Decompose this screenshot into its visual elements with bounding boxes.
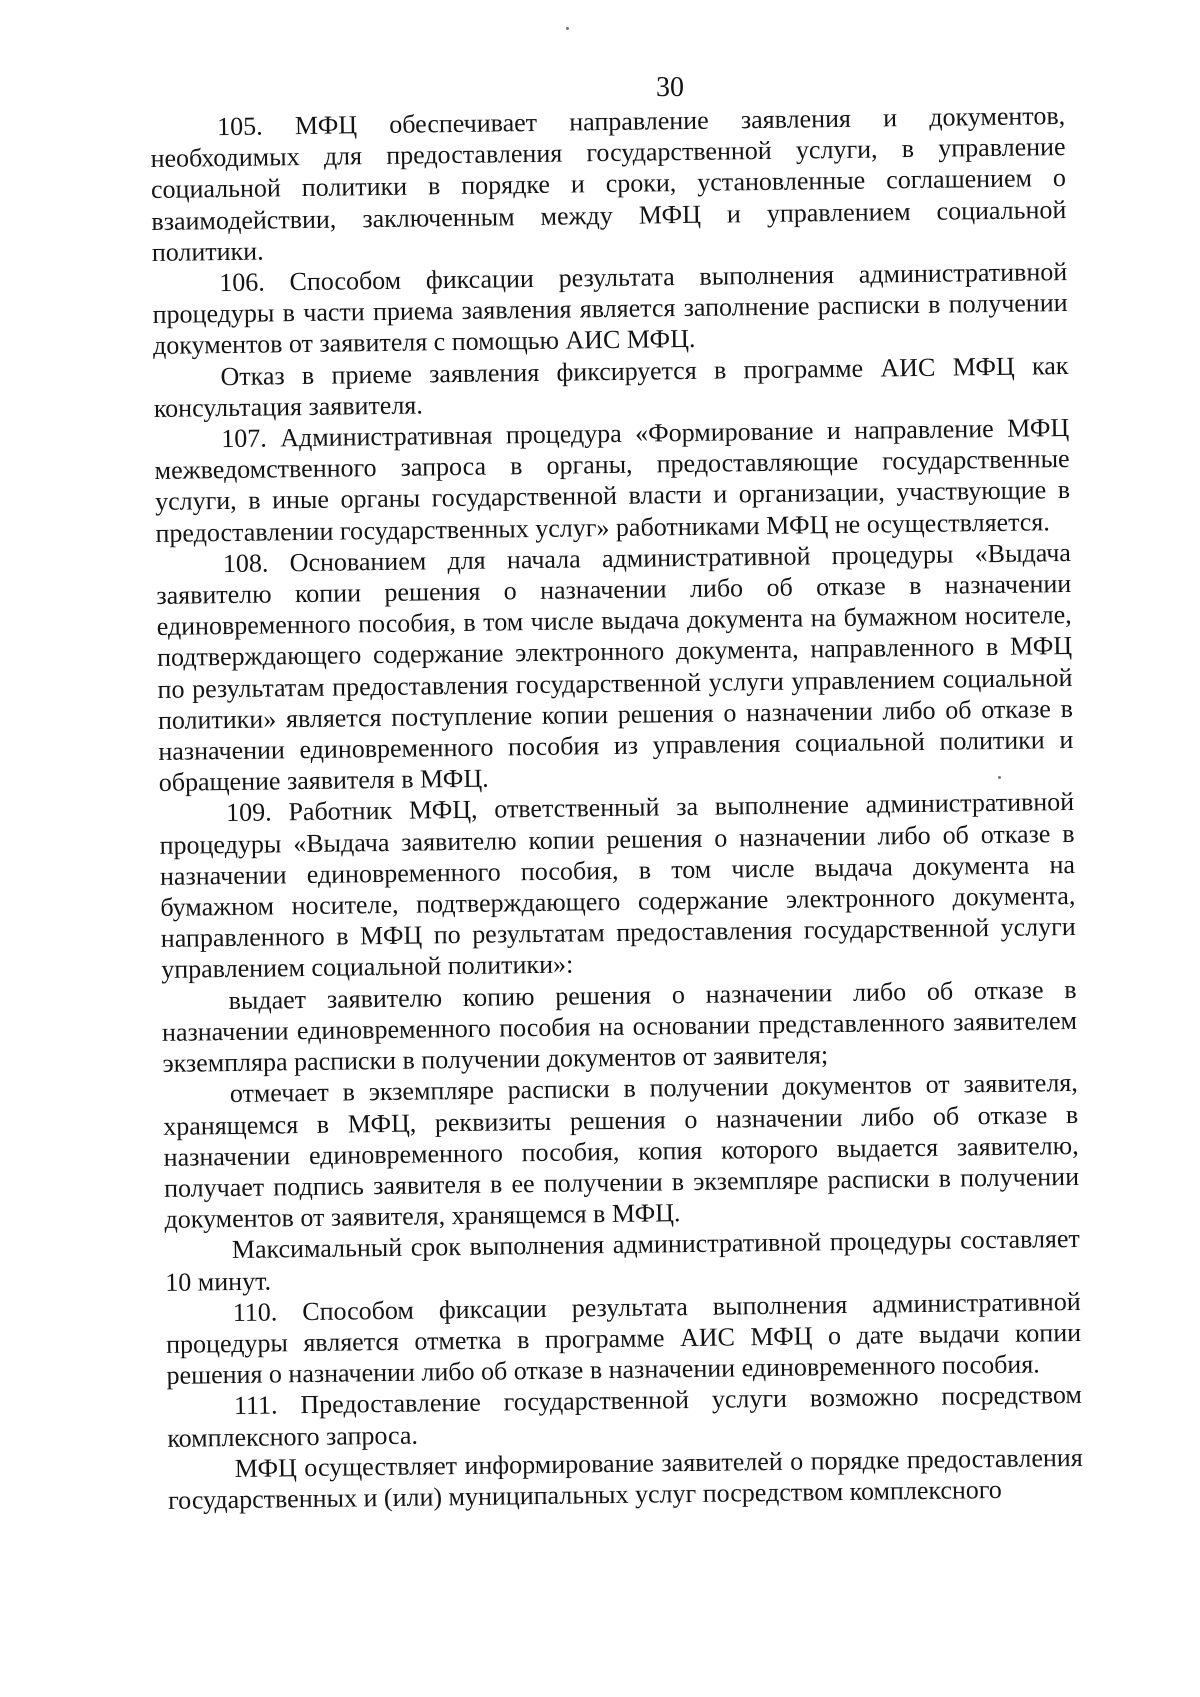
paragraph-108: 108. Основанием для начала административной процедуры «Выдача заявителю копии решения о назначении либо об отказе в назначении единовременного пособия, в том числе выдача документа на бумажном носителе, подтверждающего содержание электронного документа, направленного в МФЦ по результатам предоставления государственной услуги управлением социальной политики» является поступление копии решения о назначении либо об отказе в назначении единовременного пособия из управления социальной политики и обращение заявителя в МФЦ. [156, 537, 1074, 798]
document-body [150, 100, 1083, 1516]
paragraph-110: 110. Способом фиксации результата выполнения административной процедуры является отметка в программе АИС МФЦ о дате выдачи копии решения о назначении либо об отказе в назначении единовременного пособия. [165, 1286, 1082, 1391]
paragraph-mfc-informing: МФЦ осуществляет информирование заявителей о порядке предоставления государственных и (или) муниципальных услуг посредством комплексного [167, 1442, 1083, 1515]
scan-speck [566, 27, 569, 30]
paragraph-109: 109. Работник МФЦ, ответственный за выполнение административной процедуры «Выдача заявителю копии решения о назначении либо об отказе в назначении единовременного пособия, в том числе выдача документа на бумажном носителе, подтверждающего содержание электронного документа, направленного в МФЦ по результатам предоставления государственной услуги управлением социальной политики»: [159, 787, 1076, 985]
paragraph-106-refusal: Отказ в приеме заявления фиксируется в программе АИС МФЦ как консультация заявителя. [153, 350, 1069, 423]
paragraph-111: 111. Предоставление государственной услуги возможно посредством комплексного запроса. [167, 1380, 1083, 1453]
paragraph-106: 106. Способом фиксации результата выполнения административной процедуры в части приема заявления является заполнение расписки в получении документов от заявителя с помощью АИС МФЦ. [152, 257, 1068, 361]
paragraph-109-issues: выдает заявителю копию решения о назначении либо об отказе в назначении единовременного пособия на основании представленного заявителем экземпляра расписки в получении документов от заявителя; [161, 974, 1078, 1079]
page-number: 30 [656, 72, 684, 103]
paragraph-105: 105. МФЦ обеспечивает направление заявления и документов, необходимых для предоставления государственной услуги, в управление социальной политики в порядке и сроки, установленные соглашением о взаимодействии, заключенным между МФЦ и управлением социальной политики. [150, 101, 1067, 267]
paragraph-109-marks: отмечает в экземпляре расписки в получении документов от заявителя, хранящемся в МФЦ, реквизиты решения о назначении либо об отказе в назначении единовременного пособия, копия которого выдается заявителю, получает подпись заявителя в ее получении в экземпляре расписки в получении документов от заявителя, хранящемся в МФЦ. [163, 1068, 1080, 1235]
paragraph-max-time: Максимальный срок выполнения административной процедуры составляет 10 минут. [165, 1224, 1081, 1297]
paragraph-107: 107. Административная процедура «Формирование и направление МФЦ межведомственного запроса в органы, предоставляющие государственные услуги, в иные органы государственной власти и организации, участвующие в предоставлении государственных услуг» работниками МФЦ не осуществляется. [154, 413, 1071, 548]
